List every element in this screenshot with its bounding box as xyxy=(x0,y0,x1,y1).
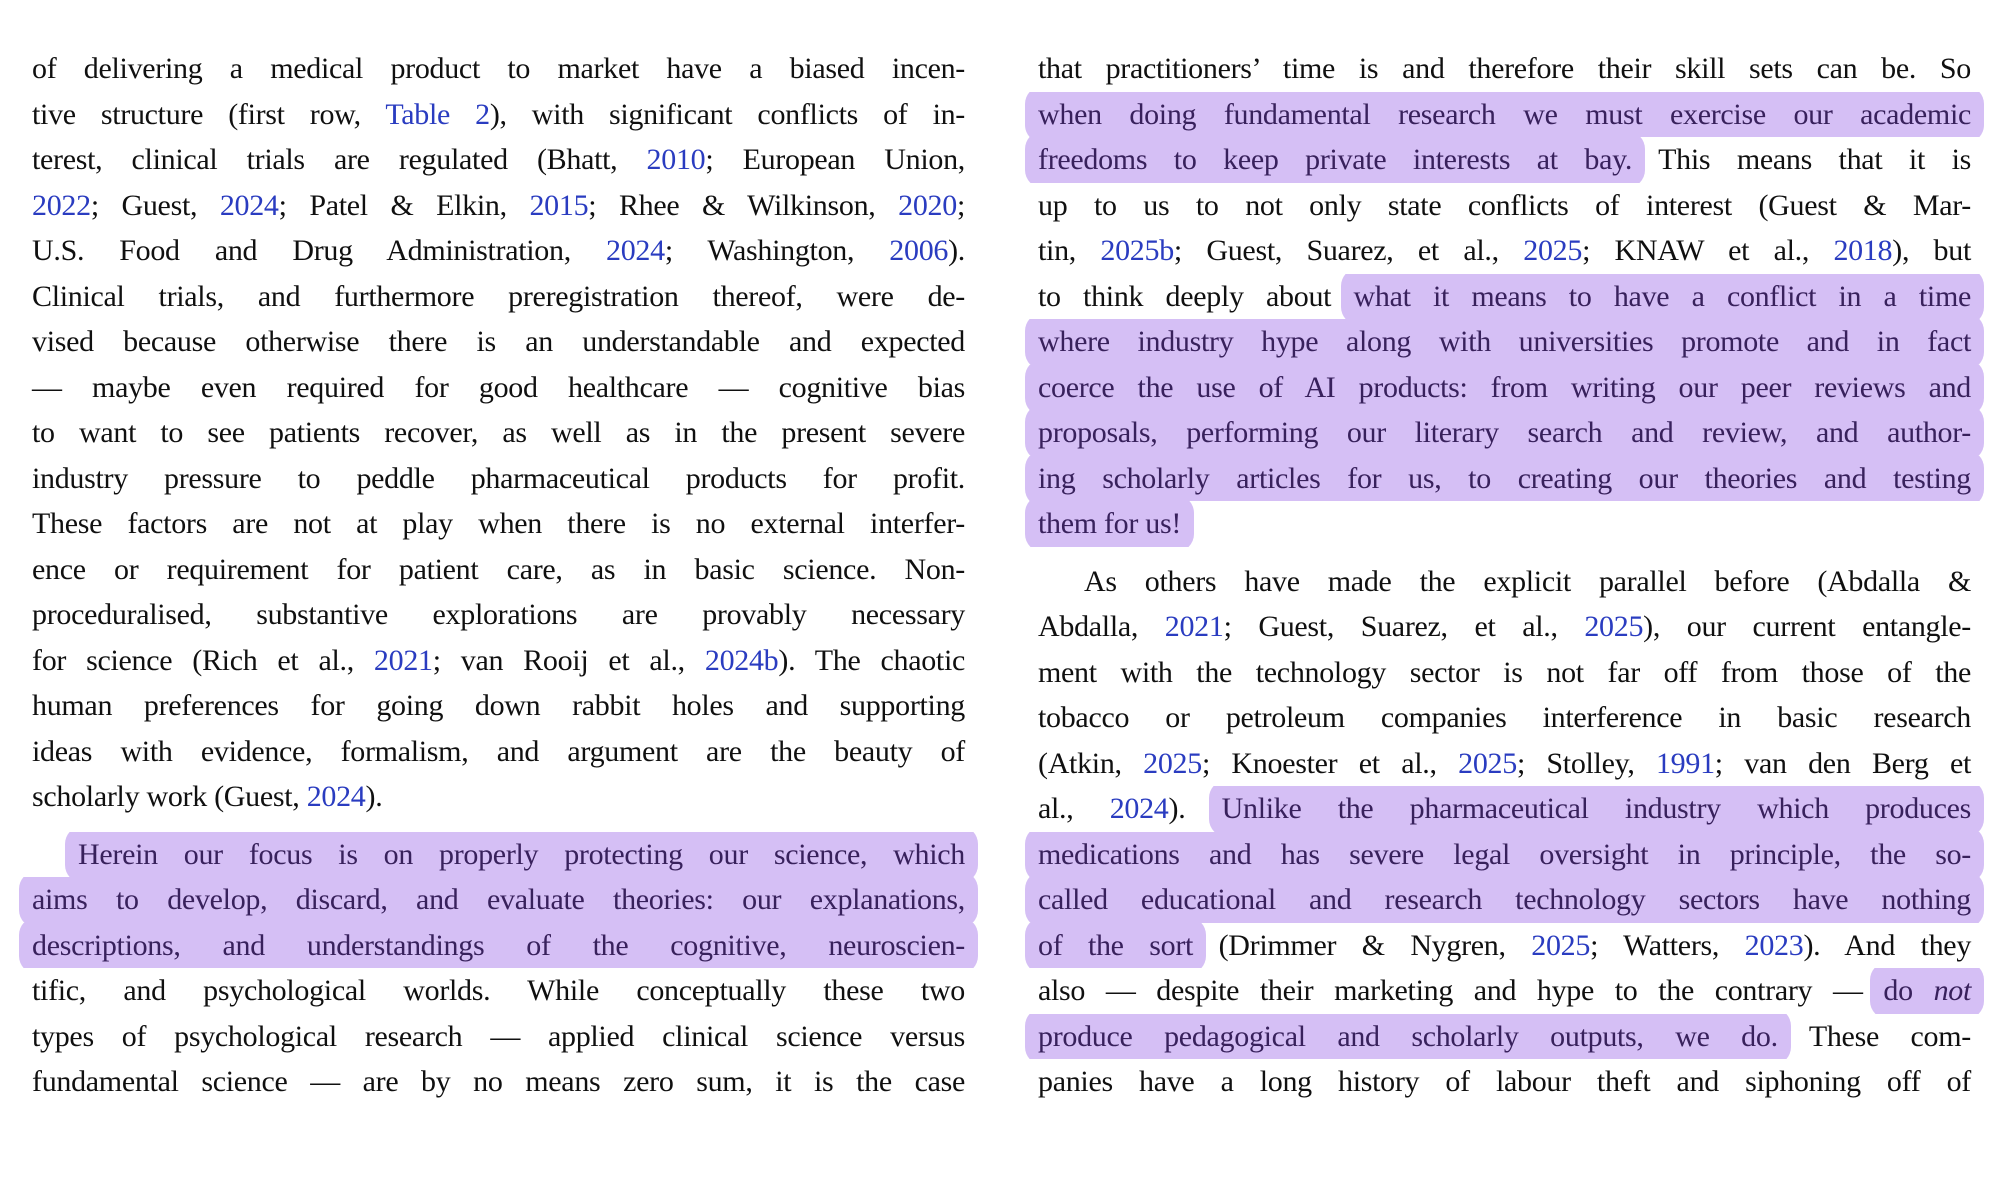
highlighter-stroke xyxy=(65,832,978,878)
body-text: ; Patel & Elkin, xyxy=(278,188,530,222)
body-text: al., xyxy=(1038,792,1110,825)
text-line xyxy=(14,274,983,320)
citation-link[interactable]: 2025 xyxy=(1523,234,1583,267)
text-line xyxy=(1020,228,1989,274)
highlighter-stroke xyxy=(1025,319,1984,365)
body-text: tin, xyxy=(1038,234,1101,267)
body-text: Abdalla, xyxy=(1038,610,1165,643)
text-column-left xyxy=(32,46,965,1105)
text-line xyxy=(14,501,983,547)
text-line xyxy=(1020,1014,1989,1060)
citation-link[interactable]: 2023 xyxy=(1744,928,1804,962)
highlighted-text: them for us! xyxy=(1038,507,1182,540)
body-text: U.S. Food and Drug Administration, xyxy=(32,234,607,267)
body-text: (Drimmer & Nygren, xyxy=(1193,928,1532,962)
body-text: ideas with evidence, formalism, and argument are the beauty of xyxy=(32,734,965,768)
citation-link[interactable]: 2022 xyxy=(32,188,91,222)
body-text: human preferences for going down rabbit holes and supporting xyxy=(32,689,965,722)
body-text: ; Knoester et al., xyxy=(1201,746,1459,780)
text-line xyxy=(1020,410,1989,456)
citation-link[interactable]: 2025 xyxy=(1531,928,1591,962)
highlighter-stroke xyxy=(19,877,978,923)
citation-link[interactable]: 1991 xyxy=(1655,746,1715,780)
highlighter-stroke xyxy=(1025,1014,1791,1060)
citation-link[interactable]: 2024 xyxy=(306,780,366,813)
text-line xyxy=(14,46,983,92)
highlighted-text: where industry hype along with universities promote and in fact xyxy=(1038,325,1971,358)
highlighted-text: freedoms to keep private interests at bay. xyxy=(1038,143,1633,176)
text-line xyxy=(14,228,983,274)
text-line xyxy=(14,410,983,456)
body-text: to want to see patients recover, as well as in the present severe xyxy=(32,416,965,449)
highlighter-stroke xyxy=(1025,137,1645,183)
body-text: ). xyxy=(948,234,965,267)
highlighted-text: Herein our focus is on properly protecting our science, which xyxy=(78,837,965,871)
text-line xyxy=(14,968,983,1014)
highlighter-stroke xyxy=(1025,832,1984,878)
body-text: fundamental science — are by no means zero sum, it is the case xyxy=(32,1065,965,1098)
body-text: ence or requirement for patient care, as in basic science. Non- xyxy=(32,552,965,586)
body-text: to think deeply about xyxy=(1038,279,1354,313)
body-text: Clinical trials, and furthermore preregistration thereof, were de- xyxy=(32,279,965,313)
body-text: proceduralised, substantive explorations are provably necessary xyxy=(32,598,965,631)
highlighted-text: medications and has severe legal oversight in principle, the so- xyxy=(1038,837,1971,871)
citation-link[interactable]: 2025b xyxy=(1100,234,1174,267)
highlighted-text: produce pedagogical and scholarly outputs, we do. xyxy=(1038,1019,1778,1053)
body-text: ; European Union, xyxy=(705,143,966,176)
body-text: ; Guest, Suarez, et al., xyxy=(1223,610,1585,643)
text-line xyxy=(14,1059,983,1105)
text-column-right xyxy=(1038,46,1971,1105)
text-line xyxy=(1020,456,1989,502)
body-text: ). The chaotic xyxy=(778,643,965,677)
text-line xyxy=(1020,501,1989,547)
highlighter-stroke xyxy=(1025,92,1984,138)
text-line xyxy=(14,877,983,923)
body-text: tive structure (first row, xyxy=(32,97,386,131)
highlighter-stroke xyxy=(1025,365,1984,411)
body-text: of delivering a medical product to market have a biased incen- xyxy=(32,52,965,85)
text-line xyxy=(14,183,983,229)
body-text: ), our current entangle- xyxy=(1643,610,1971,643)
text-line xyxy=(14,683,983,729)
highlighted-text: called educational and research technology sectors have nothing xyxy=(1038,883,1971,916)
citation-link[interactable]: 2024 xyxy=(219,188,279,222)
body-text: ; van Rooij et al., xyxy=(432,643,705,677)
text-line xyxy=(1020,604,1989,650)
highlighter-stroke xyxy=(1209,786,1984,832)
body-text: ). And they xyxy=(1803,928,1972,962)
text-line xyxy=(1020,274,1989,320)
text-line xyxy=(1020,877,1989,923)
body-text: ; Guest, Suarez, et al., xyxy=(1173,234,1524,267)
citation-link[interactable]: 2021 xyxy=(373,643,433,677)
body-text: scholarly work (Guest, xyxy=(32,780,307,813)
text-line xyxy=(14,1014,983,1060)
text-line xyxy=(1020,786,1989,832)
highlighter-stroke xyxy=(1025,456,1984,502)
text-line xyxy=(1020,183,1989,229)
highlighted-text: when doing fundamental research we must exercise our academic xyxy=(1038,97,1971,131)
body-text: ; Washington, xyxy=(664,234,890,267)
citation-link[interactable]: 2025 xyxy=(1584,610,1644,643)
highlighted-text: proposals, performing our literary search and review, and author- xyxy=(1038,416,1971,449)
highlighted-text: aims to develop, discard, and evaluate theories: our explanations, xyxy=(32,883,965,916)
body-text: industry pressure to peddle pharmaceutical products for profit. xyxy=(32,461,965,495)
crossref-link[interactable]: Table 2 xyxy=(385,97,490,131)
body-text: As others have made the explicit parallel before (Abdalla & xyxy=(1084,564,1971,598)
text-line xyxy=(14,592,983,638)
highlighted-text: coerce the use of AI products: from writing our peer reviews and xyxy=(1038,370,1971,404)
body-text: (Atkin, xyxy=(1038,746,1144,780)
citation-link[interactable]: 2006 xyxy=(889,234,949,267)
body-text: ; Watters, xyxy=(1590,928,1745,962)
text-line xyxy=(1020,365,1989,411)
citation-link[interactable]: 2015 xyxy=(529,188,589,222)
citation-link[interactable]: 2010 xyxy=(646,143,706,176)
text-line xyxy=(14,832,983,878)
body-text: vised because otherwise there is an understandable and expected xyxy=(32,325,965,358)
text-line xyxy=(14,319,983,365)
text-line xyxy=(14,365,983,411)
body-text: ; Stolley, xyxy=(1516,746,1656,780)
highlighter-stroke xyxy=(1025,877,1984,923)
text-line xyxy=(14,774,983,820)
highlighter-stroke xyxy=(1870,968,1984,1014)
body-text: ). xyxy=(1168,792,1222,825)
body-text: for science (Rich et al., xyxy=(32,643,374,677)
text-line xyxy=(14,137,983,183)
highlighted-text-italic: not xyxy=(1933,974,1971,1007)
highlighter-stroke xyxy=(1025,923,1206,969)
citation-link[interactable]: 2025 xyxy=(1458,746,1517,780)
body-text: ; Rhee & Wilkinson, xyxy=(588,188,899,222)
highlighted-text: what it means to have a conflict in a time xyxy=(1353,279,1972,313)
body-text: These com- xyxy=(1777,1019,1971,1053)
text-line xyxy=(14,456,983,502)
body-text: ; KNAW et al., xyxy=(1582,234,1834,267)
body-text: terest, clinical trials are regulated (Bhatt, xyxy=(32,143,647,176)
citation-link[interactable]: 2018 xyxy=(1833,234,1893,267)
text-line xyxy=(14,547,983,593)
body-text: also — despite their marketing and hype to the contrary — xyxy=(1038,974,1884,1007)
body-text: These factors are not at play when there is no external interfer- xyxy=(32,507,965,540)
body-text: tobacco or petroleum companies interference in basic research xyxy=(1038,701,1971,734)
body-text: This means that it is xyxy=(1632,143,1971,176)
text-line xyxy=(1020,832,1989,878)
body-text: ; Guest, xyxy=(90,188,220,222)
body-text: — maybe even required for good healthcare — cognitive bias xyxy=(32,370,965,404)
citation-link[interactable]: 2025 xyxy=(1143,746,1202,780)
citation-link[interactable]: 2024 xyxy=(606,234,665,267)
citation-link[interactable]: 2020 xyxy=(898,188,957,222)
text-line xyxy=(1020,650,1989,696)
highlighter-stroke xyxy=(1341,274,1985,320)
text-line xyxy=(1020,741,1989,787)
body-text: types of psychological research — applied clinical science versus xyxy=(32,1019,965,1053)
body-text: tific, and psychological worlds. While conceptually these two xyxy=(32,974,965,1007)
text-line xyxy=(1020,1059,1989,1105)
text-line xyxy=(1020,923,1989,969)
text-line xyxy=(1020,968,1989,1014)
text-line xyxy=(14,92,983,138)
body-text: ; xyxy=(956,188,965,222)
highlighter-stroke xyxy=(19,923,978,969)
highlighted-text: descriptions, and understandings of the cognitive, neuroscien- xyxy=(32,928,965,962)
highlighter-stroke xyxy=(1025,501,1194,547)
citation-link[interactable]: 2021 xyxy=(1164,610,1224,643)
text-line xyxy=(1020,559,1989,605)
body-text: ), with significant conflicts of in- xyxy=(489,97,965,131)
text-line xyxy=(1020,137,1989,183)
text-line xyxy=(14,729,983,775)
body-text: ). xyxy=(365,780,383,813)
text-line xyxy=(1020,695,1989,741)
body-text: ment with the technology sector is not far off from those of the xyxy=(1038,655,1971,689)
citation-link[interactable]: 2024 xyxy=(1109,792,1169,825)
body-text: ), but xyxy=(1892,234,1971,267)
text-line xyxy=(14,923,983,969)
body-text: up to us to not only state conflicts of interest (Guest & Mar- xyxy=(1038,188,1971,222)
text-line xyxy=(1020,46,1989,92)
citation-link[interactable]: 2024b xyxy=(704,643,779,677)
text-line xyxy=(1020,319,1989,365)
body-text: panies have a long history of labour theft and siphoning off of xyxy=(1038,1065,1971,1098)
body-text: ; van den Berg et xyxy=(1714,746,1971,780)
text-line xyxy=(1020,92,1989,138)
highlighted-text: do xyxy=(1883,974,1934,1007)
highlighted-text: ing scholarly articles for us, to creating our theories and testing xyxy=(1038,461,1971,495)
highlighted-text: Unlike the pharmaceutical industry which produces xyxy=(1221,792,1972,825)
highlighter-stroke xyxy=(1025,410,1984,456)
body-text: that practitioners’ time is and therefore their skill sets can be. So xyxy=(1038,52,1971,85)
highlighted-text: of the sort xyxy=(1038,928,1194,962)
text-line xyxy=(14,638,983,684)
